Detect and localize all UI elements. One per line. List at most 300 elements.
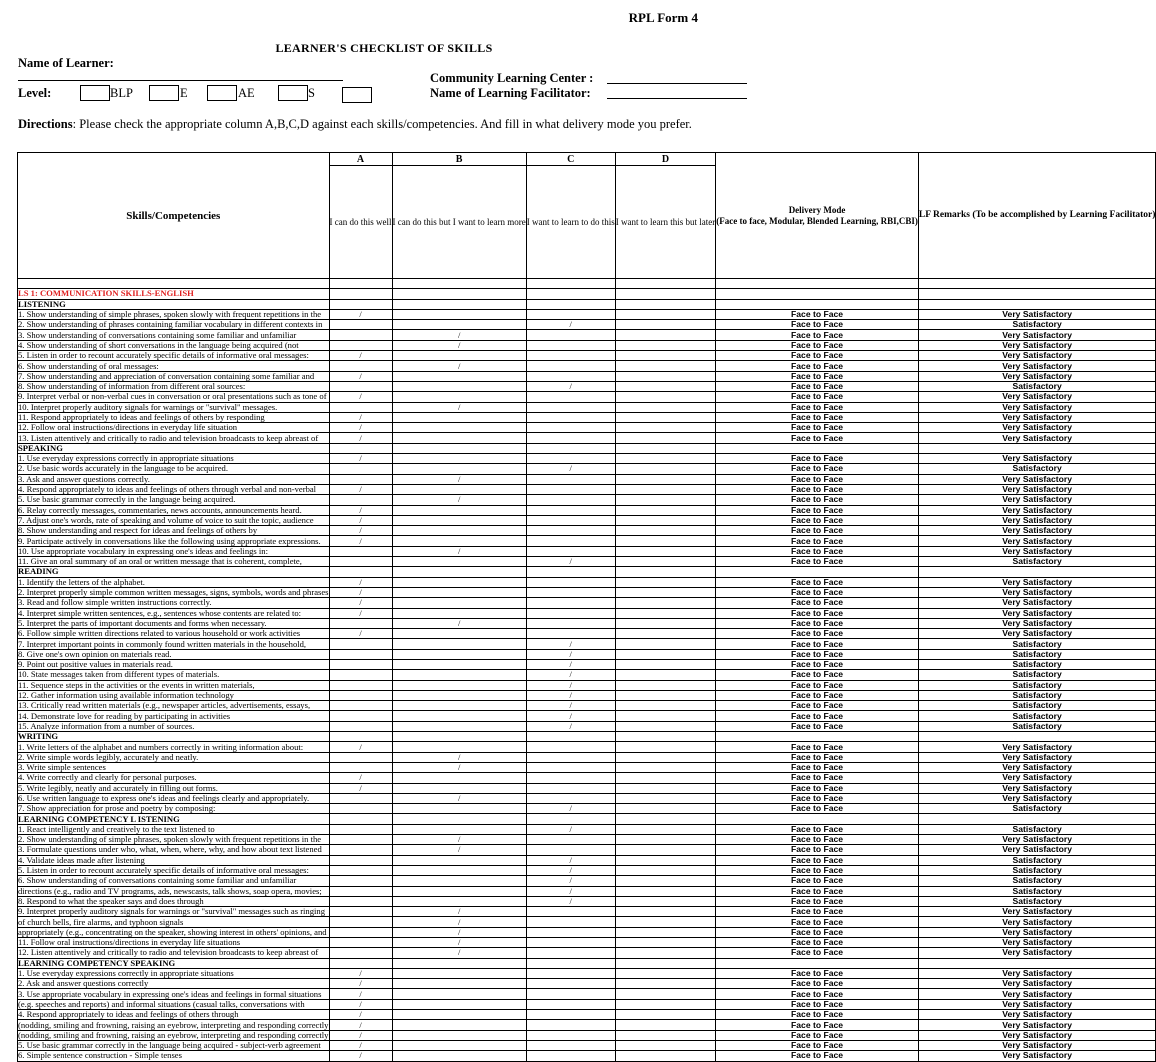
lf-remarks-cell[interactable]: Very Satisfactory bbox=[918, 629, 1156, 639]
check-cell-a[interactable]: / bbox=[329, 989, 392, 999]
lf-remarks-cell[interactable]: Very Satisfactory bbox=[918, 752, 1156, 762]
lf-remarks-cell[interactable]: Very Satisfactory bbox=[918, 495, 1156, 505]
check-cell-a[interactable] bbox=[329, 732, 392, 742]
lf-remarks-cell[interactable]: Very Satisfactory bbox=[918, 361, 1156, 371]
check-cell-b[interactable] bbox=[392, 279, 526, 289]
check-cell-c[interactable]: / bbox=[526, 690, 615, 700]
check-cell-b[interactable]: / bbox=[392, 907, 526, 917]
delivery-mode-cell[interactable] bbox=[716, 299, 919, 309]
delivery-mode-cell[interactable]: Face to Face bbox=[716, 330, 919, 340]
check-cell-a[interactable] bbox=[329, 340, 392, 350]
check-cell-c[interactable]: / bbox=[526, 855, 615, 865]
delivery-mode-cell[interactable]: Face to Face bbox=[716, 649, 919, 659]
check-cell-a[interactable]: / bbox=[329, 536, 392, 546]
delivery-mode-cell[interactable]: Face to Face bbox=[716, 989, 919, 999]
check-cell-d[interactable] bbox=[615, 536, 715, 546]
check-cell-a[interactable] bbox=[329, 680, 392, 690]
delivery-mode-cell[interactable]: Face to Face bbox=[716, 968, 919, 978]
check-cell-d[interactable] bbox=[615, 1030, 715, 1040]
lf-remarks-cell[interactable]: Satisfactory bbox=[918, 865, 1156, 875]
check-cell-c[interactable] bbox=[526, 598, 615, 608]
lf-remarks-cell[interactable]: Very Satisfactory bbox=[918, 598, 1156, 608]
check-cell-b[interactable] bbox=[392, 1010, 526, 1020]
delivery-mode-cell[interactable]: Face to Face bbox=[716, 577, 919, 587]
check-cell-c[interactable] bbox=[526, 917, 615, 927]
check-cell-c[interactable] bbox=[526, 495, 615, 505]
clc-field[interactable] bbox=[607, 83, 747, 84]
check-cell-b[interactable]: / bbox=[392, 618, 526, 628]
check-cell-c[interactable] bbox=[526, 845, 615, 855]
check-cell-d[interactable] bbox=[615, 474, 715, 484]
check-cell-b[interactable] bbox=[392, 1051, 526, 1061]
check-cell-c[interactable] bbox=[526, 340, 615, 350]
delivery-mode-cell[interactable]: Face to Face bbox=[716, 835, 919, 845]
check-cell-a[interactable]: / bbox=[329, 454, 392, 464]
check-cell-b[interactable]: / bbox=[392, 495, 526, 505]
check-cell-a[interactable]: / bbox=[329, 1030, 392, 1040]
delivery-mode-cell[interactable] bbox=[716, 732, 919, 742]
check-cell-d[interactable] bbox=[615, 423, 715, 433]
lf-remarks-cell[interactable]: Satisfactory bbox=[918, 381, 1156, 391]
check-cell-c[interactable]: / bbox=[526, 639, 615, 649]
check-cell-d[interactable] bbox=[615, 1010, 715, 1020]
lf-remarks-cell[interactable]: Very Satisfactory bbox=[918, 907, 1156, 917]
check-cell-c[interactable] bbox=[526, 814, 615, 824]
check-cell-d[interactable] bbox=[615, 886, 715, 896]
check-cell-a[interactable]: / bbox=[329, 423, 392, 433]
check-cell-d[interactable] bbox=[615, 577, 715, 587]
delivery-mode-cell[interactable]: Face to Face bbox=[716, 484, 919, 494]
delivery-mode-cell[interactable]: Face to Face bbox=[716, 392, 919, 402]
check-cell-c[interactable] bbox=[526, 948, 615, 958]
check-cell-d[interactable] bbox=[615, 938, 715, 948]
delivery-mode-cell[interactable]: Face to Face bbox=[716, 515, 919, 525]
delivery-mode-cell[interactable]: Face to Face bbox=[716, 886, 919, 896]
check-cell-b[interactable] bbox=[392, 968, 526, 978]
lf-remarks-cell[interactable]: Satisfactory bbox=[918, 701, 1156, 711]
check-cell-b[interactable]: / bbox=[392, 340, 526, 350]
check-cell-b[interactable] bbox=[392, 536, 526, 546]
check-cell-d[interactable] bbox=[615, 907, 715, 917]
check-cell-a[interactable] bbox=[329, 855, 392, 865]
delivery-mode-cell[interactable]: Face to Face bbox=[716, 938, 919, 948]
check-cell-c[interactable] bbox=[526, 309, 615, 319]
check-cell-d[interactable] bbox=[615, 690, 715, 700]
check-cell-d[interactable] bbox=[615, 701, 715, 711]
check-cell-c[interactable] bbox=[526, 1030, 615, 1040]
check-cell-c[interactable] bbox=[526, 1010, 615, 1020]
check-cell-c[interactable]: / bbox=[526, 896, 615, 906]
check-cell-b[interactable] bbox=[392, 381, 526, 391]
check-cell-a[interactable] bbox=[329, 402, 392, 412]
check-cell-d[interactable] bbox=[615, 495, 715, 505]
check-cell-b[interactable] bbox=[392, 587, 526, 597]
lf-remarks-cell[interactable]: Very Satisfactory bbox=[918, 793, 1156, 803]
check-cell-b[interactable] bbox=[392, 1040, 526, 1050]
check-cell-d[interactable] bbox=[615, 402, 715, 412]
check-cell-d[interactable] bbox=[615, 351, 715, 361]
check-cell-c[interactable] bbox=[526, 608, 615, 618]
delivery-mode-cell[interactable]: Face to Face bbox=[716, 865, 919, 875]
check-cell-a[interactable] bbox=[329, 865, 392, 875]
check-cell-c[interactable] bbox=[526, 433, 615, 443]
check-cell-a[interactable] bbox=[329, 721, 392, 731]
delivery-mode-cell[interactable]: Face to Face bbox=[716, 351, 919, 361]
check-cell-b[interactable]: / bbox=[392, 948, 526, 958]
check-cell-b[interactable] bbox=[392, 979, 526, 989]
check-cell-a[interactable] bbox=[329, 876, 392, 886]
check-cell-a[interactable]: / bbox=[329, 484, 392, 494]
lf-remarks-cell[interactable]: Very Satisfactory bbox=[918, 1040, 1156, 1050]
check-cell-d[interactable] bbox=[615, 999, 715, 1009]
check-cell-d[interactable] bbox=[615, 979, 715, 989]
check-cell-a[interactable] bbox=[329, 948, 392, 958]
lf-remarks-cell[interactable]: Satisfactory bbox=[918, 670, 1156, 680]
check-cell-d[interactable] bbox=[615, 309, 715, 319]
delivery-mode-cell[interactable]: Face to Face bbox=[716, 855, 919, 865]
delivery-mode-cell[interactable]: Face to Face bbox=[716, 793, 919, 803]
delivery-mode-cell[interactable]: Face to Face bbox=[716, 752, 919, 762]
delivery-mode-cell[interactable]: Face to Face bbox=[716, 1010, 919, 1020]
check-cell-d[interactable] bbox=[615, 958, 715, 968]
facilitator-field[interactable] bbox=[607, 98, 747, 99]
check-cell-c[interactable]: / bbox=[526, 649, 615, 659]
check-cell-a[interactable] bbox=[329, 546, 392, 556]
lf-remarks-cell[interactable]: Very Satisfactory bbox=[918, 546, 1156, 556]
check-cell-c[interactable]: / bbox=[526, 711, 615, 721]
check-cell-c[interactable]: / bbox=[526, 824, 615, 834]
check-cell-b[interactable] bbox=[392, 629, 526, 639]
lf-remarks-cell[interactable]: Very Satisfactory bbox=[918, 845, 1156, 855]
check-cell-a[interactable] bbox=[329, 752, 392, 762]
lf-remarks-cell[interactable]: Satisfactory bbox=[918, 659, 1156, 669]
check-cell-d[interactable] bbox=[615, 783, 715, 793]
delivery-mode-cell[interactable]: Face to Face bbox=[716, 557, 919, 567]
lf-remarks-cell[interactable]: Very Satisfactory bbox=[918, 979, 1156, 989]
delivery-mode-cell[interactable] bbox=[716, 567, 919, 577]
check-cell-c[interactable] bbox=[526, 330, 615, 340]
check-cell-a[interactable] bbox=[329, 639, 392, 649]
check-cell-b[interactable] bbox=[392, 299, 526, 309]
check-cell-b[interactable] bbox=[392, 1030, 526, 1040]
lf-remarks-cell[interactable]: Satisfactory bbox=[918, 876, 1156, 886]
delivery-mode-cell[interactable]: Face to Face bbox=[716, 1051, 919, 1061]
check-cell-a[interactable] bbox=[329, 567, 392, 577]
check-cell-a[interactable]: / bbox=[329, 433, 392, 443]
check-cell-a[interactable] bbox=[329, 938, 392, 948]
check-cell-a[interactable] bbox=[329, 443, 392, 453]
check-cell-d[interactable] bbox=[615, 865, 715, 875]
check-cell-a[interactable]: / bbox=[329, 309, 392, 319]
check-cell-c[interactable]: / bbox=[526, 721, 615, 731]
check-cell-a[interactable] bbox=[329, 917, 392, 927]
delivery-mode-cell[interactable] bbox=[716, 443, 919, 453]
check-cell-b[interactable]: / bbox=[392, 546, 526, 556]
delivery-mode-cell[interactable]: Face to Face bbox=[716, 309, 919, 319]
check-cell-d[interactable] bbox=[615, 835, 715, 845]
check-cell-b[interactable]: / bbox=[392, 330, 526, 340]
check-cell-c[interactable] bbox=[526, 402, 615, 412]
check-cell-a[interactable] bbox=[329, 824, 392, 834]
lf-remarks-cell[interactable]: Very Satisfactory bbox=[918, 1020, 1156, 1030]
delivery-mode-cell[interactable]: Face to Face bbox=[716, 433, 919, 443]
lf-remarks-cell[interactable]: Very Satisfactory bbox=[918, 587, 1156, 597]
check-cell-c[interactable] bbox=[526, 732, 615, 742]
lf-remarks-cell[interactable]: Very Satisfactory bbox=[918, 577, 1156, 587]
delivery-mode-cell[interactable]: Face to Face bbox=[716, 845, 919, 855]
check-cell-d[interactable] bbox=[615, 1040, 715, 1050]
check-cell-b[interactable] bbox=[392, 896, 526, 906]
delivery-mode-cell[interactable]: Face to Face bbox=[716, 454, 919, 464]
level-checkbox-ae[interactable] bbox=[207, 85, 237, 101]
check-cell-b[interactable] bbox=[392, 1020, 526, 1030]
check-cell-b[interactable] bbox=[392, 639, 526, 649]
delivery-mode-cell[interactable]: Face to Face bbox=[716, 742, 919, 752]
delivery-mode-cell[interactable]: Face to Face bbox=[716, 896, 919, 906]
check-cell-b[interactable]: / bbox=[392, 402, 526, 412]
check-cell-a[interactable] bbox=[329, 381, 392, 391]
check-cell-d[interactable] bbox=[615, 649, 715, 659]
check-cell-d[interactable] bbox=[615, 618, 715, 628]
check-cell-d[interactable] bbox=[615, 361, 715, 371]
lf-remarks-cell[interactable]: Very Satisfactory bbox=[918, 536, 1156, 546]
check-cell-a[interactable]: / bbox=[329, 392, 392, 402]
lf-remarks-cell[interactable]: Satisfactory bbox=[918, 886, 1156, 896]
check-cell-a[interactable] bbox=[329, 495, 392, 505]
check-cell-c[interactable] bbox=[526, 423, 615, 433]
check-cell-c[interactable] bbox=[526, 1020, 615, 1030]
check-cell-d[interactable] bbox=[615, 412, 715, 422]
check-cell-c[interactable] bbox=[526, 361, 615, 371]
delivery-mode-cell[interactable]: Face to Face bbox=[716, 711, 919, 721]
check-cell-a[interactable]: / bbox=[329, 783, 392, 793]
check-cell-b[interactable] bbox=[392, 443, 526, 453]
check-cell-c[interactable] bbox=[526, 526, 615, 536]
check-cell-d[interactable] bbox=[615, 917, 715, 927]
check-cell-c[interactable]: / bbox=[526, 670, 615, 680]
check-cell-a[interactable] bbox=[329, 762, 392, 772]
check-cell-c[interactable] bbox=[526, 762, 615, 772]
check-cell-a[interactable] bbox=[329, 927, 392, 937]
check-cell-c[interactable] bbox=[526, 515, 615, 525]
check-cell-d[interactable] bbox=[615, 515, 715, 525]
lf-remarks-cell[interactable]: Very Satisfactory bbox=[918, 505, 1156, 515]
delivery-mode-cell[interactable]: Face to Face bbox=[716, 1040, 919, 1050]
level-checkbox-blp[interactable] bbox=[80, 85, 110, 101]
lf-remarks-cell[interactable]: Very Satisfactory bbox=[918, 423, 1156, 433]
lf-remarks-cell[interactable]: Very Satisfactory bbox=[918, 938, 1156, 948]
delivery-mode-cell[interactable]: Face to Face bbox=[716, 381, 919, 391]
check-cell-a[interactable] bbox=[329, 320, 392, 330]
lf-remarks-cell[interactable]: Very Satisfactory bbox=[918, 474, 1156, 484]
lf-remarks-cell[interactable]: Very Satisfactory bbox=[918, 1051, 1156, 1061]
delivery-mode-cell[interactable]: Face to Face bbox=[716, 618, 919, 628]
check-cell-d[interactable] bbox=[615, 320, 715, 330]
delivery-mode-cell[interactable]: Face to Face bbox=[716, 804, 919, 814]
check-cell-c[interactable] bbox=[526, 505, 615, 515]
check-cell-d[interactable] bbox=[615, 546, 715, 556]
level-checkbox-s[interactable] bbox=[278, 85, 308, 101]
check-cell-b[interactable] bbox=[392, 876, 526, 886]
lf-remarks-cell[interactable]: Very Satisfactory bbox=[918, 742, 1156, 752]
check-cell-a[interactable]: / bbox=[329, 351, 392, 361]
check-cell-d[interactable] bbox=[615, 948, 715, 958]
check-cell-c[interactable] bbox=[526, 752, 615, 762]
check-cell-b[interactable]: / bbox=[392, 793, 526, 803]
check-cell-c[interactable] bbox=[526, 618, 615, 628]
check-cell-b[interactable] bbox=[392, 433, 526, 443]
delivery-mode-cell[interactable]: Face to Face bbox=[716, 907, 919, 917]
lf-remarks-cell[interactable]: Satisfactory bbox=[918, 464, 1156, 474]
check-cell-c[interactable] bbox=[526, 392, 615, 402]
check-cell-a[interactable] bbox=[329, 814, 392, 824]
lf-remarks-cell[interactable] bbox=[918, 732, 1156, 742]
check-cell-c[interactable] bbox=[526, 742, 615, 752]
check-cell-a[interactable] bbox=[329, 659, 392, 669]
check-cell-b[interactable] bbox=[392, 721, 526, 731]
delivery-mode-cell[interactable]: Face to Face bbox=[716, 948, 919, 958]
check-cell-c[interactable] bbox=[526, 629, 615, 639]
check-cell-c[interactable] bbox=[526, 299, 615, 309]
check-cell-d[interactable] bbox=[615, 567, 715, 577]
check-cell-d[interactable] bbox=[615, 752, 715, 762]
check-cell-d[interactable] bbox=[615, 762, 715, 772]
check-cell-d[interactable] bbox=[615, 381, 715, 391]
lf-remarks-cell[interactable]: Very Satisfactory bbox=[918, 618, 1156, 628]
check-cell-d[interactable] bbox=[615, 804, 715, 814]
check-cell-b[interactable] bbox=[392, 701, 526, 711]
lf-remarks-cell[interactable]: Very Satisfactory bbox=[918, 608, 1156, 618]
lf-remarks-cell[interactable]: Satisfactory bbox=[918, 824, 1156, 834]
check-cell-a[interactable]: / bbox=[329, 515, 392, 525]
lf-remarks-cell[interactable]: Satisfactory bbox=[918, 721, 1156, 731]
check-cell-d[interactable] bbox=[615, 845, 715, 855]
check-cell-a[interactable]: / bbox=[329, 1051, 392, 1061]
check-cell-b[interactable] bbox=[392, 804, 526, 814]
check-cell-a[interactable]: / bbox=[329, 526, 392, 536]
check-cell-d[interactable] bbox=[615, 371, 715, 381]
check-cell-d[interactable] bbox=[615, 742, 715, 752]
delivery-mode-cell[interactable]: Face to Face bbox=[716, 680, 919, 690]
check-cell-c[interactable] bbox=[526, 279, 615, 289]
check-cell-c[interactable]: / bbox=[526, 659, 615, 669]
check-cell-b[interactable] bbox=[392, 659, 526, 669]
check-cell-b[interactable] bbox=[392, 649, 526, 659]
delivery-mode-cell[interactable]: Face to Face bbox=[716, 320, 919, 330]
check-cell-b[interactable] bbox=[392, 289, 526, 299]
lf-remarks-cell[interactable] bbox=[918, 299, 1156, 309]
check-cell-c[interactable] bbox=[526, 412, 615, 422]
delivery-mode-cell[interactable]: Face to Face bbox=[716, 670, 919, 680]
delivery-mode-cell[interactable]: Face to Face bbox=[716, 598, 919, 608]
check-cell-d[interactable] bbox=[615, 1051, 715, 1061]
check-cell-d[interactable] bbox=[615, 927, 715, 937]
check-cell-a[interactable]: / bbox=[329, 577, 392, 587]
check-cell-b[interactable] bbox=[392, 608, 526, 618]
check-cell-b[interactable] bbox=[392, 412, 526, 422]
check-cell-b[interactable]: / bbox=[392, 762, 526, 772]
check-cell-a[interactable]: / bbox=[329, 505, 392, 515]
check-cell-b[interactable] bbox=[392, 557, 526, 567]
check-cell-a[interactable] bbox=[329, 670, 392, 680]
lf-remarks-cell[interactable]: Very Satisfactory bbox=[918, 526, 1156, 536]
delivery-mode-cell[interactable]: Face to Face bbox=[716, 371, 919, 381]
check-cell-d[interactable] bbox=[615, 464, 715, 474]
check-cell-d[interactable] bbox=[615, 330, 715, 340]
check-cell-c[interactable] bbox=[526, 999, 615, 1009]
check-cell-b[interactable]: / bbox=[392, 938, 526, 948]
check-cell-c[interactable] bbox=[526, 979, 615, 989]
check-cell-b[interactable] bbox=[392, 505, 526, 515]
check-cell-c[interactable] bbox=[526, 938, 615, 948]
lf-remarks-cell[interactable]: Satisfactory bbox=[918, 896, 1156, 906]
check-cell-c[interactable]: / bbox=[526, 557, 615, 567]
check-cell-a[interactable] bbox=[329, 896, 392, 906]
check-cell-b[interactable]: / bbox=[392, 917, 526, 927]
delivery-mode-cell[interactable]: Face to Face bbox=[716, 917, 919, 927]
check-cell-a[interactable]: / bbox=[329, 1020, 392, 1030]
check-cell-a[interactable] bbox=[329, 845, 392, 855]
check-cell-a[interactable]: / bbox=[329, 968, 392, 978]
lf-remarks-cell[interactable]: Very Satisfactory bbox=[918, 762, 1156, 772]
delivery-mode-cell[interactable]: Face to Face bbox=[716, 762, 919, 772]
check-cell-c[interactable]: / bbox=[526, 865, 615, 875]
delivery-mode-cell[interactable]: Face to Face bbox=[716, 402, 919, 412]
lf-remarks-cell[interactable]: Very Satisfactory bbox=[918, 917, 1156, 927]
delivery-mode-cell[interactable] bbox=[716, 814, 919, 824]
check-cell-d[interactable] bbox=[615, 711, 715, 721]
lf-remarks-cell[interactable]: Satisfactory bbox=[918, 690, 1156, 700]
check-cell-d[interactable] bbox=[615, 773, 715, 783]
check-cell-c[interactable]: / bbox=[526, 381, 615, 391]
lf-remarks-cell[interactable]: Satisfactory bbox=[918, 320, 1156, 330]
check-cell-c[interactable] bbox=[526, 773, 615, 783]
check-cell-b[interactable]: / bbox=[392, 835, 526, 845]
delivery-mode-cell[interactable]: Face to Face bbox=[716, 824, 919, 834]
check-cell-c[interactable] bbox=[526, 1051, 615, 1061]
check-cell-d[interactable] bbox=[615, 670, 715, 680]
check-cell-c[interactable] bbox=[526, 927, 615, 937]
check-cell-c[interactable] bbox=[526, 454, 615, 464]
check-cell-d[interactable] bbox=[615, 814, 715, 824]
delivery-mode-cell[interactable] bbox=[716, 279, 919, 289]
delivery-mode-cell[interactable]: Face to Face bbox=[716, 546, 919, 556]
check-cell-d[interactable] bbox=[615, 639, 715, 649]
lf-remarks-cell[interactable]: Very Satisfactory bbox=[918, 340, 1156, 350]
lf-remarks-cell[interactable]: Very Satisfactory bbox=[918, 412, 1156, 422]
lf-remarks-cell[interactable]: Very Satisfactory bbox=[918, 927, 1156, 937]
lf-remarks-cell[interactable] bbox=[918, 567, 1156, 577]
lf-remarks-cell[interactable]: Very Satisfactory bbox=[918, 989, 1156, 999]
check-cell-d[interactable] bbox=[615, 526, 715, 536]
lf-remarks-cell[interactable]: Satisfactory bbox=[918, 804, 1156, 814]
delivery-mode-cell[interactable]: Face to Face bbox=[716, 659, 919, 669]
check-cell-c[interactable]: / bbox=[526, 680, 615, 690]
delivery-mode-cell[interactable]: Face to Face bbox=[716, 495, 919, 505]
check-cell-c[interactable] bbox=[526, 989, 615, 999]
check-cell-b[interactable]: / bbox=[392, 927, 526, 937]
check-cell-d[interactable] bbox=[615, 443, 715, 453]
lf-remarks-cell[interactable]: Very Satisfactory bbox=[918, 948, 1156, 958]
check-cell-c[interactable] bbox=[526, 546, 615, 556]
delivery-mode-cell[interactable]: Face to Face bbox=[716, 608, 919, 618]
check-cell-b[interactable] bbox=[392, 670, 526, 680]
check-cell-c[interactable]: / bbox=[526, 804, 615, 814]
delivery-mode-cell[interactable]: Face to Face bbox=[716, 1020, 919, 1030]
lf-remarks-cell[interactable]: Very Satisfactory bbox=[918, 999, 1156, 1009]
check-cell-c[interactable] bbox=[526, 587, 615, 597]
delivery-mode-cell[interactable]: Face to Face bbox=[716, 721, 919, 731]
